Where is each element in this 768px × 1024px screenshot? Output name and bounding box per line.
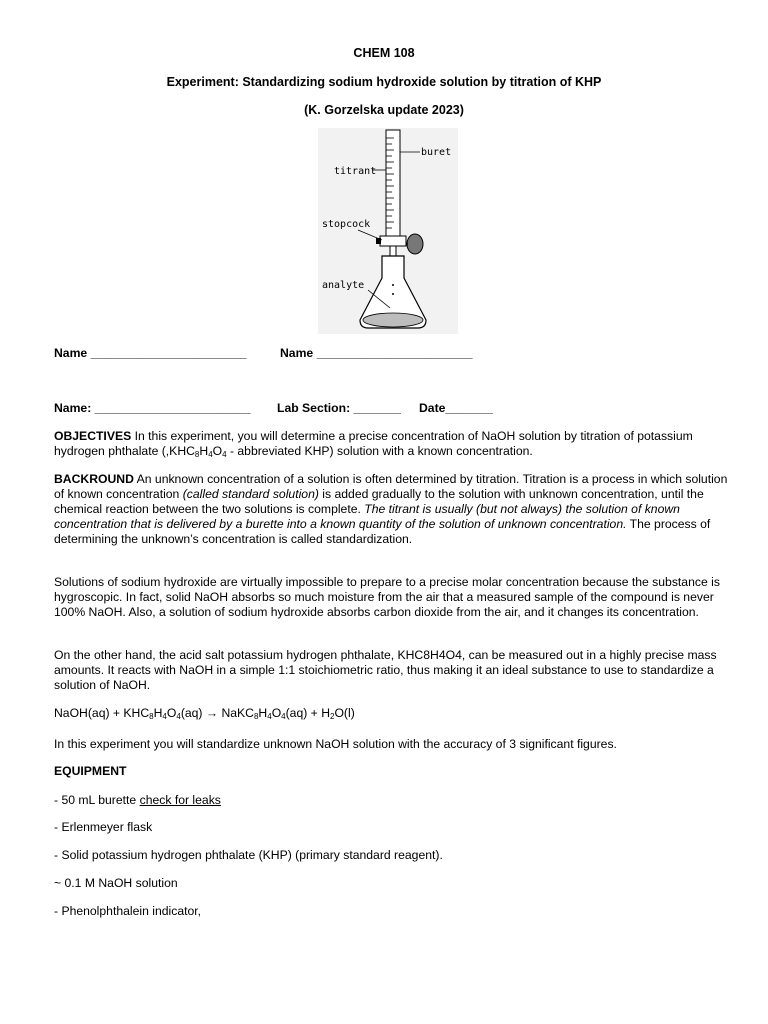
equipment-item-text: - 50 mL burette — [54, 793, 140, 807]
course-title: CHEM 108 — [353, 46, 415, 60]
label-titrant: titrant — [334, 166, 377, 177]
objectives-heading: OBJECTIVES — [54, 429, 132, 443]
sub: 4 — [208, 450, 213, 459]
date-field[interactable]: Date_______ — [419, 401, 493, 415]
sub: 4 — [222, 450, 227, 459]
eq-part: (aq) + H — [285, 706, 330, 720]
experiment-title: Experiment: Standardizing sodium hydroxide solution by titration of KHP — [166, 75, 602, 89]
sub: 2 — [330, 712, 335, 721]
sub: 4 — [267, 712, 272, 721]
label-analyte: analyte — [322, 280, 365, 291]
background-heading: BACKROUND — [54, 472, 134, 486]
formula-part: O — [212, 444, 223, 458]
sub: 8 — [149, 712, 154, 721]
equipment-item: - Phenolphthalein indicator, — [54, 904, 202, 918]
paragraph-khp: On the other hand, the acid salt potassium hydrogen phthalate, KHC8H4O4, can be measured out in a highly precise mass amounts. It reacts with NaOH in a simple 1:1 stoichiometric ratio, thus making it an ideal substance to use to standardize a solution of NaOH. — [54, 648, 717, 692]
eq-part: H — [258, 706, 268, 720]
background-text-1: An unknown concentration of a solution is often determined by titration. Titration is a process in which solution of known concentration — [54, 472, 728, 501]
name-field-2[interactable]: Name _______________________ — [280, 346, 473, 360]
background-text-3: The process of determining the unknown’s concentration is called standardization. — [54, 517, 711, 546]
sub: 4 — [176, 712, 181, 721]
eq-part: O — [271, 706, 282, 720]
objectives-tail: - abbreviated KHP) solution with a known concentration. — [226, 444, 533, 458]
equipment-item: - Solid potassium hydrogen phthalate (KHP) (primary standard reagent). — [54, 848, 443, 862]
eq-part: NaOH(aq) + KHC — [54, 706, 150, 720]
paragraph-hygroscopic: Solutions of sodium hydroxide are virtually impossible to prepare to a precise molar concentration because the substance is hygroscopic. In fact, solid NaOH absorbs so much moisture from the air that a measured sample of the compound is never 100% NaOH. Also, a solution of sodium hydroxide absorbs carbon dioxide from the air, and it changes its concentration. — [54, 575, 720, 619]
buret-tube — [386, 130, 400, 240]
sub: 4 — [281, 712, 286, 721]
sub: 4 — [162, 712, 167, 721]
name-field-1[interactable]: Name _______________________ — [54, 346, 247, 360]
sub: 8 — [194, 450, 200, 459]
eq-part: O — [166, 706, 177, 720]
background-italic-1: (called standard solution) — [182, 487, 319, 501]
equipment-item: - Erlenmeyer flask — [54, 820, 153, 834]
author-line: (K. Gorzelska update 2023) — [304, 103, 464, 117]
titration-diagram — [318, 128, 458, 334]
formula-part: H — [199, 444, 209, 458]
eq-part: H — [153, 706, 163, 720]
objectives-paragraph — [54, 429, 734, 459]
label-buret: buret — [421, 147, 452, 158]
objectives-text: In this experiment, you will determine a precise concentration of NaOH solution by titration of potassium hydrogen phthalate (,KHC — [54, 429, 693, 458]
stopcock-knob — [407, 234, 423, 254]
equipment-item: ~ 0.1 M NaOH solution — [54, 876, 178, 890]
label-stopcock: stopcock — [322, 219, 371, 230]
paragraph-accuracy: In this experiment you will standardize unknown NaOH solution with the accuracy of 3 significant figures. — [54, 737, 617, 751]
background-paragraph — [54, 472, 734, 547]
background-text-2: is added gradually to the solution with unknown concentration, until the chemical reaction between the two solutions is complete. — [54, 487, 704, 516]
reaction-equation — [54, 706, 355, 720]
eq-part: (aq) → NaKC — [180, 706, 254, 720]
equipment-heading: EQUIPMENT — [54, 764, 127, 778]
sub: 8 — [253, 712, 259, 721]
check-for-leaks-link[interactable]: check for leaks — [139, 793, 221, 807]
lab-section-field[interactable]: Lab Section: _______ — [277, 401, 401, 415]
name-field-3[interactable]: Name: _______________________ — [54, 401, 251, 415]
background-italic-2: The titrant is usually (but not always) the solution of known concentration that is delivered by a burette into a known quantity of the solution of unknown concentration. — [54, 502, 680, 531]
equipment-item — [54, 793, 221, 807]
eq-part: O(l) — [334, 706, 355, 720]
